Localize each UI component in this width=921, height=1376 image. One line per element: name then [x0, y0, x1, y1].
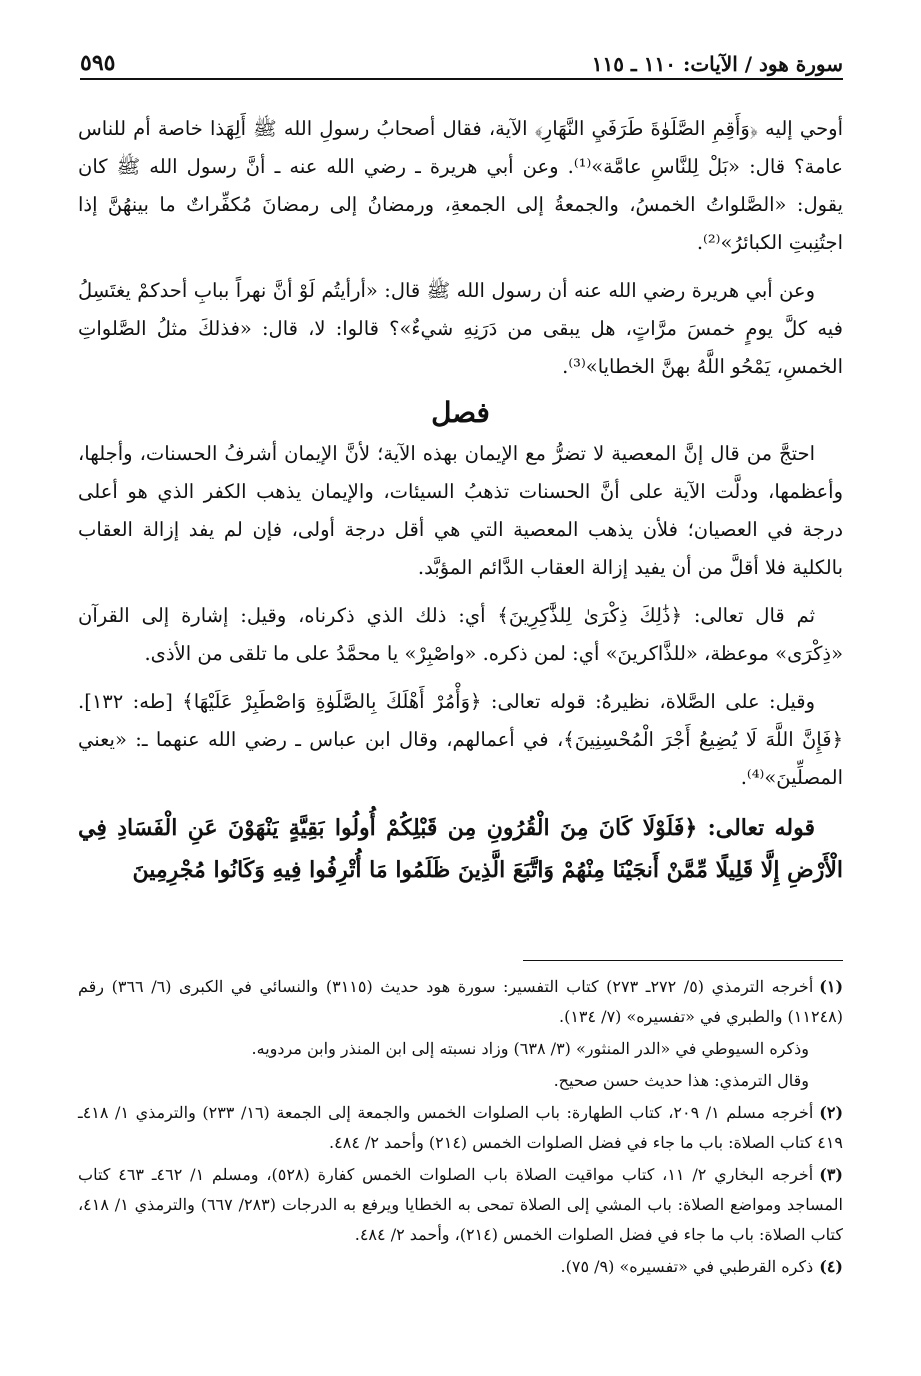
- footnote-text: ذكره القرطبي في «تفسيره» (٩/ ٧٥).: [560, 1257, 814, 1276]
- paragraph-4: ثم قال تعالى: ﴿ذَٰلِكَ ذِكْرَىٰ لِلذَّٰكِرِينَ﴾ أي: ذلك الذي ذكرناه، وقيل: إشارة إلى القرآن «ذِكْرَى» موعظة، «للذَّاكرينَ» أي: لمن ذكره. «واصْبِرْ» يا محمَّدُ على ما تلقى من الأذى.: [78, 604, 843, 665]
- footnote-number: (٤): [819, 1257, 843, 1276]
- main-text: [78, 110, 843, 901]
- footnote-text: أخرجه البخاري ٢/ ١١، كتاب مواقيت الصلاة باب الصلوات الخمس كفارة (٥٢٨)، ومسلم ١/ ٤٦٢ـ ٤٦٣ كتاب المساجد ومواضع الصلاة: باب المشي إلى الصلاة تمحى به الخطايا ويرفع به الدرجات (٢٨٣/ ٦٦٧) والترمذي ١/ ٤١٨، كتاب الصلاة: باب ما جاء في فضل الصلوات الخمس (٢١٤)، وأحمد ٢/ ٤٨٤.: [78, 1165, 843, 1244]
- footnote-3: [78, 1160, 843, 1250]
- footnote-1-continuation: وذكره السيوطي في «الدر المنثور» (٣/ ٦٣٨) وزاد نسبته إلى ابن المنذر وابن مردويه.: [251, 1039, 809, 1058]
- page-number: ٥٩٥: [80, 50, 116, 76]
- footnotes: [78, 972, 843, 1284]
- footnote-number: (٣): [819, 1165, 843, 1184]
- footnote-1-note: وقال الترمذي: هذا حديث حسن صحيح.: [553, 1071, 809, 1090]
- footnote-text: أخرجه مسلم ١/ ٢٠٩، كتاب الطهارة: باب الصلوات الخمس والجمعة إلى الجمعة (١٦/ ٢٣٣) والترمذي ١/ ٤١٨ـ ٤١٩ كتاب الصلاة: باب ما جاء في فضل الصلوات الخمس (٢١٤) وأحمد ٢/ ٤٨٤.: [78, 1103, 843, 1152]
- section-heading: فصل: [431, 396, 490, 429]
- running-head: سورة هود / الآيات: ١١٠ ـ ١١٥: [591, 52, 843, 76]
- footnote-rule: [523, 960, 843, 961]
- quran-verse-block: قوله تعالى: ﴿فَلَوْلَا كَانَ مِنَ الْقُرُونِ مِن قَبْلِكُمْ أُولُوا بَقِيَّةٍ يَنْهَوْنَ عَنِ الْفَسَادِ فِي الْأَرْضِ إِلَّا قَلِيلًا مِّمَّنْ أَنجَيْنَا مِنْهُمْ وَاتَّبَعَ الَّذِينَ ظَلَمُوا مَا أُتْرِفُوا فِيهِ وَكَانُوا مُجْرِمِينَ: [78, 815, 843, 883]
- paragraph-5: وقيل: على الصَّلاة، نظيرهُ: قوله تعالى: ﴿وَأْمُرْ أَهْلَكَ بِالصَّلَوٰةِ وَاصْطَبِرْ عَلَيْهَا﴾ [طه: ١٣٢]. ﴿فَإِنَّ اللَّهَ لَا يُضِيعُ أَجْرَ الْمُحْسِنِينَ﴾، في أعمالهم، وقال ابن عباس ـ رضي الله عنهما ـ: «يعني المصلِّينَ»⁽⁴⁾.: [78, 690, 843, 789]
- footnote-number: (١): [819, 977, 844, 996]
- footnote-text: أخرجه الترمذي (٥/ ٢٧٢ـ ٢٧٣) كتاب التفسير: سورة هود حديث (٣١١٥) والنسائي في الكبرى (٦/ ٣٦٦) رقم (١١٢٤٨) والطبري في «تفسيره» (٧/ ١٣٤).: [78, 977, 843, 1026]
- paragraph-3: احتجَّ من قال إنَّ المعصية لا تضرُّ مع الإيمان بهذه الآية؛ لأنَّ الإيمان أشرفُ الحسنات، وأجلها، وأعظمها، ودلَّت الآية على أنَّ الحسنات تذهبُ السيئات، والإيمان يذهب الكفر الذي هو أعلى درجة في العصيان؛ فلأن يذهب المعصية التي هي أقل درجة أولى، فإن لم يفد إزالة العقاب بالكلية فلا أقلَّ من أن يفيد إزالة العقاب الدَّائم المؤبَّد.: [78, 442, 843, 579]
- footnote-2: [78, 1098, 843, 1158]
- page-header: [80, 46, 843, 80]
- paragraph-1: أوحي إليه ﴿وَأَقِمِ الصَّلَوٰةَ طَرَفَيِ النَّهَارِ﴾ الآية، فقال أصحابُ رسولِ الله ﷺ أَلِهَذا خاصة أم للناس عامة؟ قال: «بَلْ لِلنَّاسِ عامَّة»⁽¹⁾. وعن أبي هريرة ـ رضي الله عنه ـ أنَّ رسول الله ﷺ كان يقول: «الصَّلواتُ الخمسُ، والجمعةُ إلى الجمعةِ، ورمضانُ إلى رمضانَ مُكفِّراتٌ ما بينهُنَّ إذا اجتُنِبتِ الكبائرُ»⁽²⁾.: [78, 117, 843, 254]
- footnote-number: (٢): [819, 1103, 844, 1122]
- footnote-1: [78, 972, 843, 1032]
- footnote-4: [78, 1252, 843, 1282]
- paragraph-2: وعن أبي هريرة رضي الله عنه أن رسول الله ﷺ قال: «أرأيتُم لَوْ أنَّ نهراً ببابِ أحدكمْ يغتَسِلُ فيه كلَّ يومٍ خمسَ مرَّاتٍ، هل يبقى من دَرَنِهِ شيءٌ»؟ قالوا: لا، قال: «فذلكَ مثلُ الصَّلواتِ الخمسِ، يَمْحُو اللَّهُ بهنَّ الخطايا»⁽³⁾.: [78, 279, 843, 378]
